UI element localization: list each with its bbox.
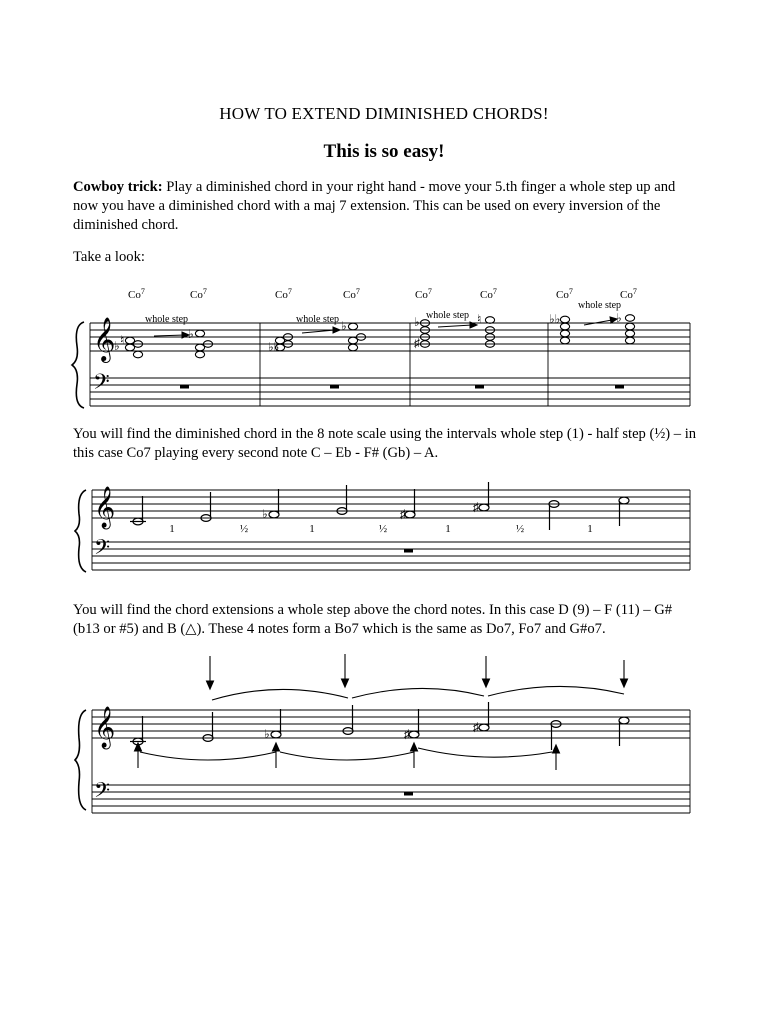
note-head <box>560 316 569 323</box>
interval-label: 1 <box>445 523 451 535</box>
intro-text: Play a diminished chord in your right hand - move your 5.th finger a whole step up and now you have a diminished chord with a maj 7 extension. This can be used on every inversion of the diminished chord. <box>73 179 676 233</box>
bass-clef-icon: 𝄢 <box>93 370 110 399</box>
sharp-icon: ♯ <box>404 727 410 741</box>
arrow-icon <box>438 325 472 327</box>
whole-rest <box>330 385 339 389</box>
note-head <box>479 504 489 511</box>
chord-symbol: Co$^7$ <box>556 287 573 301</box>
whole-rest <box>404 792 413 796</box>
sharp-icon: ♯ <box>414 336 420 350</box>
bass-clef-icon: 𝄢 <box>94 537 111 564</box>
flat-icon: ♭ <box>616 311 622 325</box>
flat-icon: ♮ <box>120 333 125 347</box>
note-head <box>625 315 634 322</box>
whole-rest <box>615 385 624 389</box>
extension-example-staff <box>74 650 698 830</box>
note-head <box>560 330 569 337</box>
note-head <box>195 351 204 358</box>
treble-clef-icon: 𝄞 <box>94 487 116 527</box>
interval-label: 1 <box>169 523 175 535</box>
note-head <box>348 323 357 330</box>
note-head <box>405 511 415 518</box>
bass-clef-icon: 𝄢 <box>94 780 111 807</box>
note-head <box>619 497 629 504</box>
note-head <box>269 511 279 518</box>
chord-symbol: Co$^7$ <box>190 287 207 301</box>
chord-symbol: Co$^7$ <box>128 287 145 301</box>
flat-icon: ♭ <box>414 315 420 329</box>
flat-icon: ♭ <box>262 507 268 521</box>
chord-symbol: Co$^7$ <box>343 287 360 301</box>
arrow-icon <box>302 330 335 333</box>
interval-label: ½ <box>515 523 525 535</box>
arrow-icon <box>584 320 612 325</box>
flat-icon: ♭♭ <box>268 340 280 354</box>
note-head <box>560 337 569 344</box>
chord-symbol: Co$^7$ <box>275 287 292 301</box>
treble-clef-icon: 𝄞 <box>94 707 116 747</box>
slur <box>418 748 552 757</box>
flat-icon: ♭ <box>114 339 120 353</box>
page-subtitle: This is so easy! <box>323 141 445 162</box>
slur <box>212 689 348 700</box>
whole-rest <box>180 385 189 389</box>
whole-step-label: whole step <box>426 310 470 321</box>
flat-icon: ♮ <box>477 312 482 326</box>
whole-step-label: whole step <box>296 314 340 325</box>
page-title: HOW TO EXTEND DIMINISHED CHORDS! <box>219 104 549 123</box>
note-head <box>485 317 494 324</box>
sharp-icon: ♯ <box>473 720 479 734</box>
interval-label: 1 <box>309 523 315 535</box>
treble-clef-icon: 𝄞 <box>93 319 116 361</box>
flat-icon: ♭ <box>264 727 270 741</box>
note-head <box>625 330 634 337</box>
note-head <box>625 323 634 330</box>
slur <box>488 686 624 696</box>
slur <box>140 752 276 760</box>
interval-label: ½ <box>378 523 388 535</box>
note-head <box>560 323 569 330</box>
sharp-icon: ♯ <box>400 507 406 521</box>
note-head <box>619 717 629 724</box>
note-head <box>271 731 281 738</box>
extension-paragraph: You will find the chord extensions a whole step above the chord notes. In this case D (9) – F (11) – G# (b13 or #5) and B (△). These 4 notes form a Bo7 which is the same as Do7, Fo7 and G#o7. <box>73 602 673 637</box>
note-head <box>479 724 489 731</box>
note-head <box>125 337 134 344</box>
flat-icon: ♭♭ <box>549 312 561 326</box>
note-head <box>195 330 204 337</box>
intro-paragraph <box>73 178 698 235</box>
note-head <box>409 731 419 738</box>
intro-lead: Cowboy trick: <box>73 179 163 195</box>
whole-step-label: whole step <box>145 314 189 325</box>
chord-example-staff <box>70 280 700 410</box>
chord-symbol: Co$^7$ <box>480 287 497 301</box>
scale-example-staff <box>74 480 698 580</box>
arrow-icon <box>154 335 185 336</box>
chord-symbol: Co$^7$ <box>620 287 637 301</box>
whole-rest <box>475 385 484 389</box>
take-look-text: Take a look: <box>73 249 145 265</box>
sharp-icon: ♯ <box>473 500 479 514</box>
note-head <box>133 351 142 358</box>
slur <box>352 688 484 698</box>
scale-paragraph: You will find the diminished chord in the 8 note scale using the intervals whole step (1) - half step (½) – in this case Co7 playing every second note C – Eb - F# (Gb) – A. <box>73 426 697 461</box>
interval-label: ½ <box>239 523 249 535</box>
chord-symbol: Co$^7$ <box>415 287 432 301</box>
note-head <box>348 344 357 351</box>
flat-icon: ♭ <box>341 319 347 333</box>
whole-step-label: whole step <box>578 300 622 311</box>
slur <box>280 752 414 760</box>
flat-icon: ♭ <box>188 327 194 341</box>
note-head <box>625 337 634 344</box>
whole-rest <box>404 549 413 553</box>
interval-label: 1 <box>587 523 593 535</box>
